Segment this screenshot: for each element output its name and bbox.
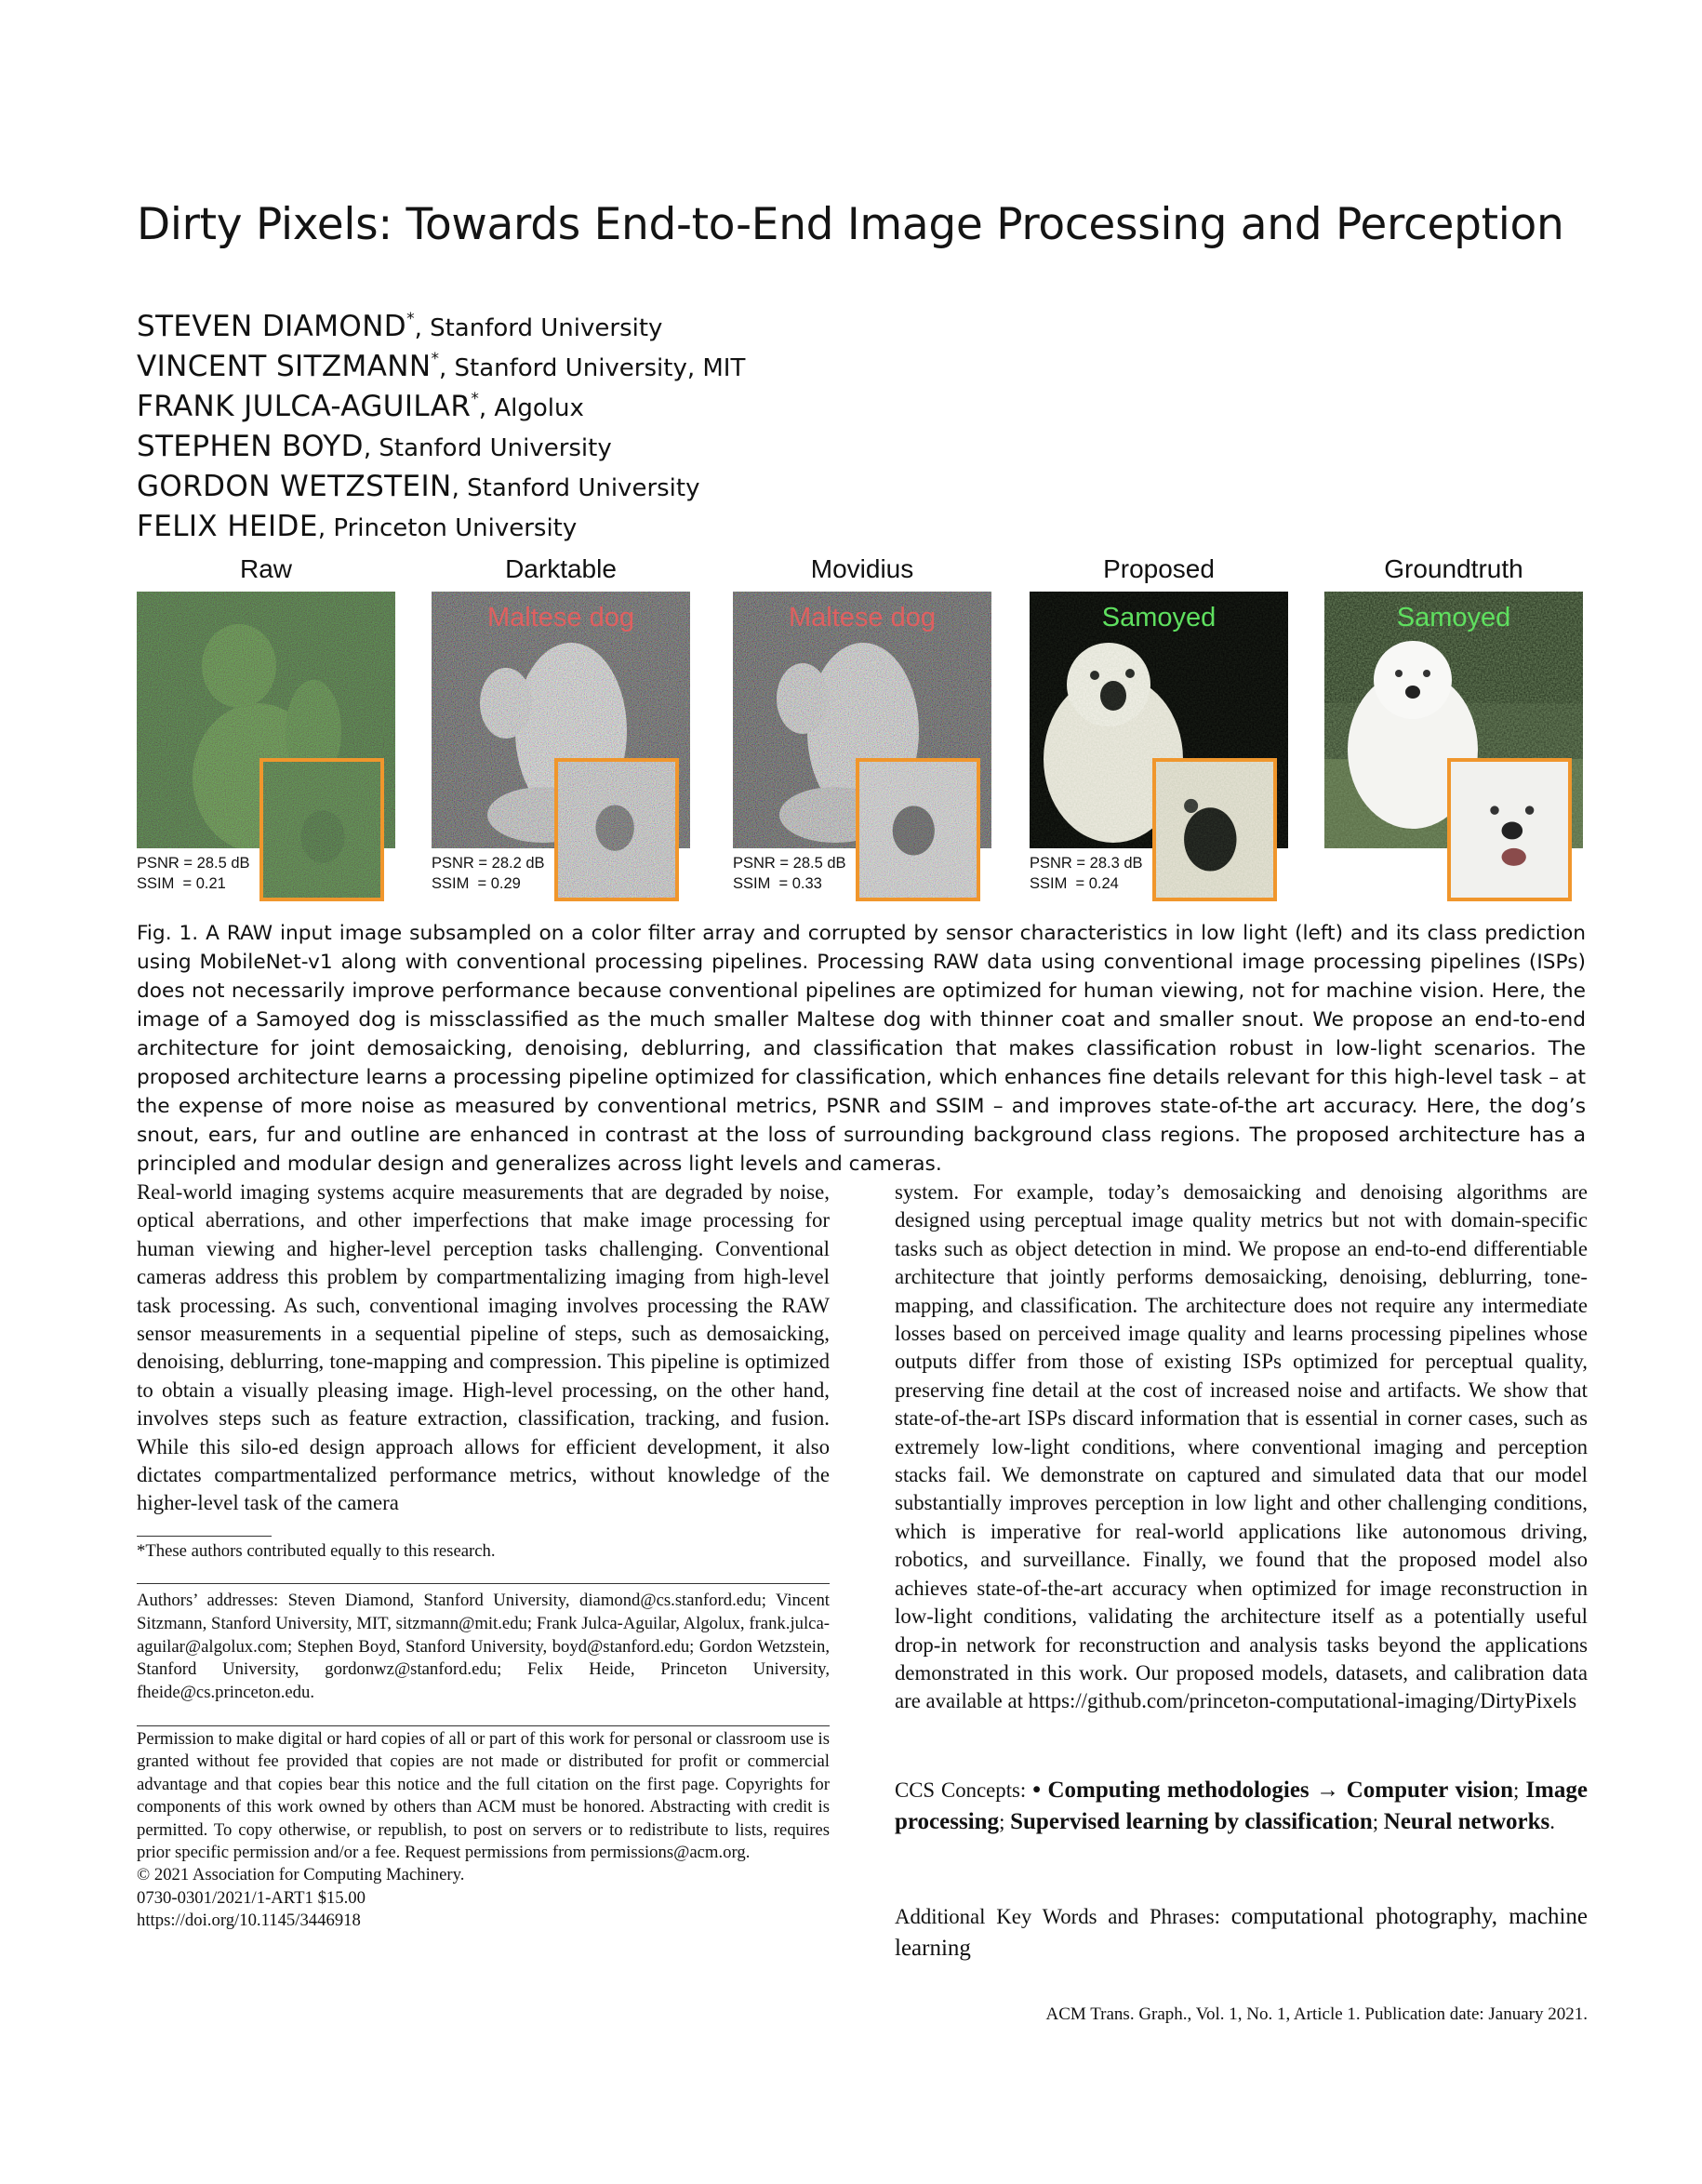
psnr-value: PSNR = 28.5 dB [137, 855, 250, 872]
author-entry [137, 419, 745, 463]
body-paragraph: system. For example, today’s demosaicking and denoising algorithms are designed using perceptual image quality metrics but not with domain-specific tasks such as object detection in mind. We propose an end-to-end differentiable architecture that jointly performs demosaicking, denoising, deblurring, tone-mapping, and classification. The architecture does not require any intermediate losses based on perceived image quality and learns processing pipelines whose outputs differ from those of existing ISPs optimized for perceptual quality, preserving fine detail at the cost of increased noise and artifacts. We show that state-of-the-art ISPs discard information that is essential in corner cases, such as extremely low-light conditions, where conventional imaging and perception stacks fail. We demonstrate on captured and simulated data that our model substantially improves perception in low light and other challenging conditions, which is imperative for real-world applications like autonomous driving, robotics, and surveillance. Finally, we found that the proposed model also achieves state-of-the-art accuracy when optimized for image reconstruction in low-light conditions, validating the architecture itself as a potentially useful drop-in network for reconstruction and analysis tasks beyond the applications demonstrated in this work. Our proposed models, datasets, and calibration data are available at https://github.com/princeton-computational-imaging/DirtyPixels [895, 1180, 1588, 1713]
copyright-line: © 2021 Association for Computing Machinery. [137, 1865, 465, 1885]
figure-caption-text: Fig. 1. A RAW input image subsampled on a color filter array and corrupted by sensor characteristics in low light (left) and its class prediction using MobileNet-v1 along with conventional processing pipelines. Processing RAW data using conventional image processing pipelines (ISPs) does not necessarily improve performance because conventional pipelines are optimized for human viewing, not for machine vision. Here, the image of a Samoyed dog is missclassified as the much smaller Maltese dog with thinner coat and smaller snout. We propose an end-to-end architecture for joint demosaicking, denoising, deblurring, and classification that makes classification robust in low-light scenarios. The proposed architecture learns a processing pipeline optimized for classification, which enhances fine details relevant for this high-level task – at the expense of more noise as measured by conventional metrics, PSNR and SSIM – and improves state-of-the art accuracy. Here, the dog’s snout, ears, fur and outline are enhanced in contrast at the loss of surrounding background class regions. The proposed architecture has a principled and modular design and generalizes across light levels and cameras. [137, 922, 1586, 1176]
author-name: STEPHEN BOYD [137, 430, 364, 463]
equal-contribution-footnote: *These authors contributed equally to this research. [137, 1541, 496, 1561]
movidius-zoom-inset [856, 758, 980, 901]
author-entry [137, 499, 745, 543]
groundtruth-zoom-inset [1447, 758, 1572, 901]
author-addresses: Authors’ addresses: Steven Diamond, Stanford University, diamond@cs.stanford.edu; Vincent Sitzmann, Stanford University, MIT, sitzmann@mit.edu; Frank Julca-Aguilar, Algolux, frank.julca-aguilar@algolux.com; Stephen Boyd, Stanford University, boyd@stanford.edu; Gordon Wetzstein, Stanford University, gordonwz@stanford.edu; Felix Heide, Princeton University, fheide@cs.princeton.edu. [137, 1591, 830, 1703]
author-entry [137, 340, 746, 383]
author-affiliation: , Stanford University [414, 314, 663, 342]
author-name: VINCENT SITZMANN [137, 350, 432, 383]
body-paragraph: Real-world imaging systems acquire measurements that are degraded by noise, optical aberrations, and other imperfections that make image processing for human viewing and higher-level perception tasks challenging. Conventional cameras address this problem by compartmentalizing imaging from high-level task processing. As such, conventional imaging involves processing the RAW sensor measurements in a sequential pipeline of steps, such as demosaicking, denoising, deblurring, tone-mapping and compression. This pipeline is optimized to obtain a visually pleasing image. High-level processing, on the other hand, involves steps such as feature extraction, classification, tracking, and fusion. While this silo-ed design approach allows for efficient development, it also dictates compartmentalized performance metrics, without knowledge of the higher-level task of the camera [137, 1180, 830, 1515]
darktable-zoom-inset [554, 758, 679, 901]
equal-contribution-mark: * [431, 350, 439, 368]
psnr-value: PSNR = 28.3 dB [1030, 855, 1143, 872]
body-column-right [895, 1179, 1588, 1716]
author-list [137, 300, 746, 543]
ccs-bullet: • [1032, 1778, 1048, 1803]
author-affiliation: , Algolux [478, 394, 584, 422]
ccs-concepts [895, 1775, 1588, 1838]
proposed-metrics [1030, 853, 1143, 894]
figure-caption [137, 919, 1586, 1179]
keywords-label: Additional Key Words and Phrases: [895, 1905, 1231, 1928]
additional-keywords [895, 1901, 1588, 1964]
issn-line: 0730-0301/2021/1-ART1 $15.00 [137, 1887, 366, 1908]
author-name: STEVEN DIAMOND [137, 310, 407, 343]
journal-footer: ACM Trans. Graph., Vol. 1, No. 1, Article 1. Publication date: January 2021. [1045, 2004, 1588, 2024]
prediction-label: Samoyed [1396, 603, 1511, 633]
divider [137, 1583, 830, 1584]
footnote-rule [137, 1536, 272, 1537]
ssim-value: SSIM = 0.29 [432, 875, 521, 892]
permission-notice [137, 1728, 830, 1933]
ccs-concept: Supervised learning by classification [1010, 1809, 1373, 1834]
divider [137, 1725, 830, 1726]
psnr-value: PSNR = 28.2 dB [432, 855, 545, 872]
author-affiliation: , Stanford University, MIT [438, 354, 746, 382]
ssim-value: SSIM = 0.33 [733, 875, 822, 892]
panel-title-groundtruth: Groundtruth [1384, 554, 1523, 583]
ccs-concept: Neural networks [1383, 1809, 1550, 1834]
paper-title: Dirty Pixels: Towards End-to-End Image Processing and Perception [137, 199, 1564, 250]
keywords-terms: computational photography, machine learning [895, 1904, 1588, 1961]
panel-title-raw: Raw [239, 554, 292, 583]
author-entry [137, 380, 745, 423]
author-affiliation: , Princeton University [317, 514, 578, 542]
ccs-separator: ; [1513, 1778, 1526, 1802]
ccs-prefix: CCS Concepts: [895, 1778, 1033, 1802]
equal-contribution-mark: * [406, 310, 415, 328]
ccs-concept: Computer vision [1346, 1778, 1514, 1803]
equal-contribution-mark: * [471, 390, 479, 408]
doi-link[interactable]: https://doi.org/10.1145/3446918 [137, 1911, 361, 1931]
ccs-end: . [1549, 1810, 1555, 1833]
author-name: FRANK JULCA-AGUILAR [137, 390, 472, 423]
ccs-concept: Image processing [895, 1778, 1588, 1834]
permission-text: Permission to make digital or hard copies of all or part of this work for personal or classroom use is granted without fee provided that copies are not made or distributed for profit or commercial advantage and that copies bear this notice and the full citation on the first page. Copyrights for components of this work owned by others than ACM must be honored. Abstracting with credit is permitted. To copy otherwise, or republish, to post on servers or to redistribute to lists, requires prior specific permission and/or a fee. Request permissions from permissions@acm.org. [137, 1729, 830, 1863]
prediction-label: Samoyed [1101, 603, 1217, 633]
raw-metrics [137, 853, 250, 894]
ccs-separator: ; [1372, 1810, 1384, 1833]
panel-title-darktable: Darktable [505, 554, 617, 583]
ssim-value: SSIM = 0.24 [1030, 875, 1119, 892]
darktable-metrics [432, 853, 545, 894]
raw-zoom-inset [259, 758, 384, 901]
author-affiliation: , Stanford University [363, 434, 612, 462]
author-affiliation: , Stanford University [451, 474, 700, 502]
prediction-label: Maltese dog [487, 603, 634, 633]
ccs-concept: Computing methodologies [1047, 1778, 1310, 1803]
ssim-value: SSIM = 0.21 [137, 875, 226, 892]
movidius-metrics [733, 853, 846, 894]
panel-title-movidius: Movidius [810, 554, 914, 583]
panel-title-proposed: Proposed [1103, 554, 1215, 583]
author-entry [137, 300, 745, 343]
ccs-arrow: → [1309, 1778, 1347, 1803]
psnr-value: PSNR = 28.5 dB [733, 855, 846, 872]
prediction-label: Maltese dog [789, 603, 936, 633]
body-column-left [137, 1179, 830, 1518]
ccs-separator: ; [999, 1810, 1011, 1833]
author-name: FELIX HEIDE [137, 510, 318, 543]
author-entry [137, 459, 745, 503]
author-name: GORDON WETZSTEIN [137, 470, 452, 503]
proposed-zoom-inset [1152, 758, 1277, 901]
